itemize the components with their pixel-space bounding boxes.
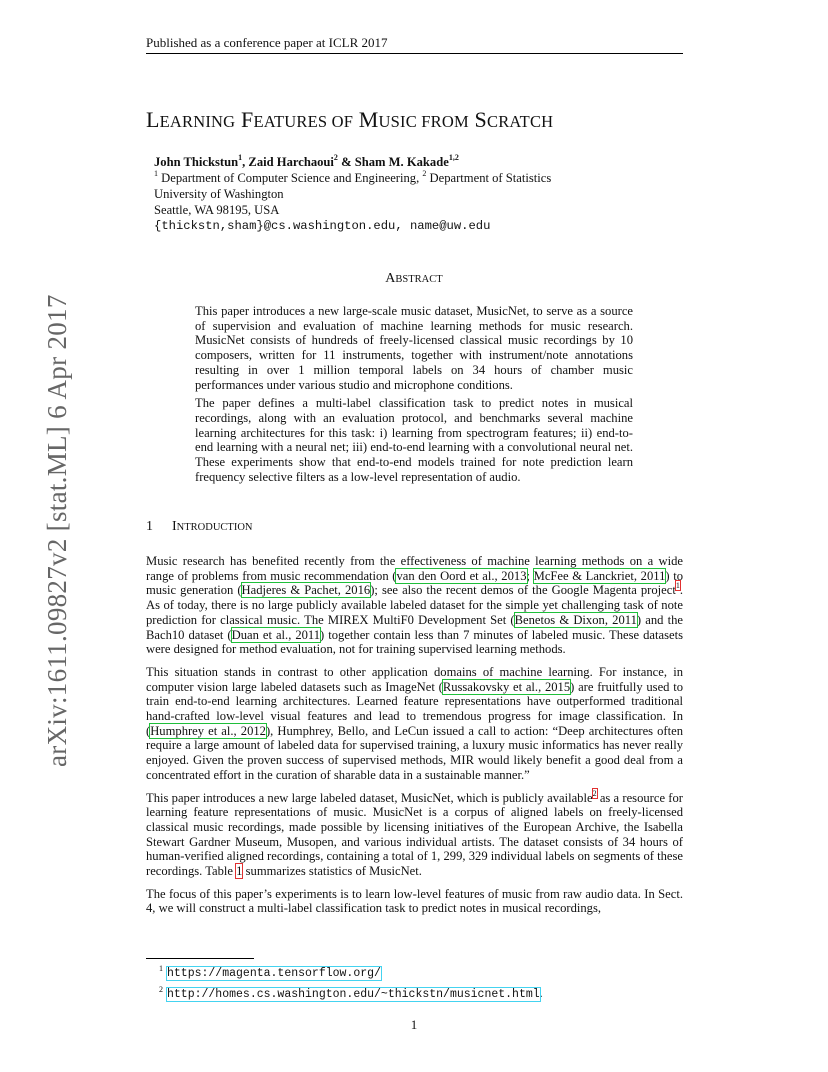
text-span: Music research has benefited recently from the effectiveness of machine learning methods on a wide range of problems from music recommendation ( xyxy=(146,554,683,583)
affiliation-2: Department of Statistics xyxy=(426,171,552,185)
citation-link[interactable]: Benetos & Dixon, 2011 xyxy=(514,612,637,627)
title-cap-l: L xyxy=(146,107,160,132)
text-span: ), Humphrey, Bello, and LeCun issued a call to action: “Deep architectures often require a large amount of labeled data for supervised training, a luxury music informatics has never really enjoyed. Given the proven success of supervised methods, MIR would likely benefit a good deal from a concentrated effort in the curation of sharable data in a sustainable manner.” xyxy=(146,723,684,782)
citation-link[interactable]: Russakovsky et al., 2015 xyxy=(442,679,571,694)
university: University of Washington xyxy=(154,187,284,201)
footnote-2 xyxy=(159,982,543,1003)
footnotes xyxy=(159,961,543,1003)
header-rule xyxy=(146,53,683,54)
abstract-rest: BSTRACT xyxy=(395,274,443,285)
footnote-tail: . xyxy=(539,986,543,1000)
text-span: ) to music generation ( xyxy=(146,568,684,598)
text-span: ; xyxy=(526,568,534,583)
title-word-usic-from: USIC FROM xyxy=(378,112,469,131)
author-3-sup: 1,2 xyxy=(448,153,459,162)
abstract-paragraph-2: The paper defines a multi-label classification task to predict notes in musical recordings, along with an evaluation protocol, and benchmarks several machine learning architectures for this task: i) learning from spectrogram features; ii) end-to-end learning with a neural net; iii) end-to-end learning with a convolutional neural net. These experiments show that end-to-end models trained for note prediction learn frequency selective filters as a low-level representation of audio. xyxy=(195,396,633,484)
title-word-earning: EARNING xyxy=(159,112,236,131)
author-2: , Zaid Harchaoui xyxy=(242,155,334,169)
text-span: This situation stands in contrast to other application domains of machine learning. For instance, in computer vision large labeled datasets such as ImageNet ( xyxy=(146,664,683,694)
title-cap-m: M xyxy=(353,107,379,132)
intro-paragraph-3 xyxy=(146,788,683,879)
text-span: ) are fruitfully used to train end-to-end learning architectures. Learned feature representations have outperformed traditional hand-crafted low-level visual features and lead to tremendous progress for image classification. In ( xyxy=(146,679,684,738)
abstract-heading xyxy=(0,271,828,287)
intro-paragraph-1 xyxy=(146,554,683,657)
intro-paragraph-2 xyxy=(146,665,683,783)
page-number: 1 xyxy=(410,1017,418,1032)
text-span: ) together contain less than 7 minutes of labeled music. These datasets were designed for method evaluation, not for training supervised learning methods. xyxy=(146,627,683,657)
author-1: John Thickstun xyxy=(154,155,239,169)
title-cap-s: S xyxy=(468,107,487,132)
text-span: ); see also the recent demos of the Google Magenta project xyxy=(370,583,676,598)
text-span: . As of today, there is no large publicly available labeled dataset for the simple yet challenging task of note prediction for classical music. The MIREX MultiF0 Development Set ( xyxy=(146,583,683,627)
intro-paragraph-4: The focus of this paper’s experiments is to learn low-level features of music from raw audio data. In Sect. 4, we will construct a multi-label classification task to predict notes in musical recordings, xyxy=(146,886,683,916)
author-2-sup: 2 xyxy=(333,153,338,162)
section-cap: I xyxy=(172,519,177,534)
author-names xyxy=(154,154,551,170)
text-span: as a resource for learning feature representations of music. MusicNet is a corpus of aligned labels on freely-licensed classical music recordings, made possible by licensing initiatives of the European Archive, the Isabella Stewart Gardner Museum, Musopen, and various individual artists. The dataset consists of 34 hours of human-verified aligned recordings, containing a total of 1, 299, 329 individual labels on segments of these recordings. Table xyxy=(146,790,683,879)
aff-sup-1: 1 xyxy=(154,169,158,178)
abstract-body xyxy=(195,304,633,488)
footnote-url-link[interactable]: http://homes.cs.washington.edu/~thickstn/musicnet.html xyxy=(167,988,540,1001)
text-span: ) and the Bach10 dataset ( xyxy=(146,612,683,642)
citation-link[interactable]: Humphrey et al., 2012 xyxy=(150,723,266,738)
paper-title xyxy=(146,107,683,133)
author-3: & Sham M. Kakade xyxy=(337,155,449,169)
footnote-number: 1 xyxy=(159,964,163,973)
citation-link[interactable]: McFee & Lanckriet, 2011 xyxy=(533,568,666,583)
footnote-ref-link[interactable]: 2 xyxy=(592,788,597,798)
text-span: summarizes statistics of MusicNet. xyxy=(242,864,422,879)
arxiv-identifier: arXiv:1611.09827v2 [stat.ML] 6 Apr 2017 xyxy=(42,294,72,767)
section-heading-introduction xyxy=(146,519,253,535)
section-number: 1 xyxy=(146,519,153,534)
affiliation-line xyxy=(154,170,551,186)
intro-body xyxy=(146,554,683,924)
author-block xyxy=(154,154,551,234)
citation-link[interactable]: Duan et al., 2011 xyxy=(231,627,321,642)
abstract-cap: A xyxy=(385,271,396,286)
title-word-cratch: CRATCH xyxy=(486,112,554,131)
running-header: Published as a conference paper at ICLR 2017 xyxy=(146,35,388,50)
abstract-paragraph-1: This paper introduces a new large-scale music dataset, MusicNet, to serve as a source of supervision and evaluation of machine learning methods for music research. MusicNet consists of hundreds of freely-licensed classical music recordings by 10 composers, written for 11 instruments, together with instrument/note annotations resulting in over 1 million temporal labels on 34 hours of chamber music performances under various studio and microphone conditions. xyxy=(195,304,633,392)
citation-link[interactable]: Hadjeres & Pachet, 2016 xyxy=(241,583,371,598)
table-ref-link[interactable]: 1 xyxy=(236,864,243,879)
citation-link[interactable]: van den Oord et al., 2013 xyxy=(396,568,527,583)
author-emails: {thickstn,sham}@cs.washington.edu, name@uw.edu xyxy=(154,219,491,233)
city: Seattle, WA 98195, USA xyxy=(154,203,280,217)
section-title-rest: NTRODUCTION xyxy=(176,522,253,533)
title-cap-f: F xyxy=(235,107,254,132)
footnote-ref-link[interactable]: 1 xyxy=(675,581,680,591)
aff-sup-2: 2 xyxy=(422,169,427,178)
footnote-url-link[interactable]: https://magenta.tensorflow.org/ xyxy=(167,967,381,980)
affiliation-1: Department of Computer Science and Engineering, xyxy=(158,171,423,185)
footnote-number: 2 xyxy=(159,985,163,994)
text-span: This paper introduces a new large labeled dataset, MusicNet, which is publicly available xyxy=(146,790,593,805)
title-word-eatures-of: EATURES OF xyxy=(253,112,354,131)
author-1-sup: 1 xyxy=(238,153,243,162)
footnote-rule xyxy=(146,958,254,959)
footnote-1 xyxy=(159,961,543,982)
